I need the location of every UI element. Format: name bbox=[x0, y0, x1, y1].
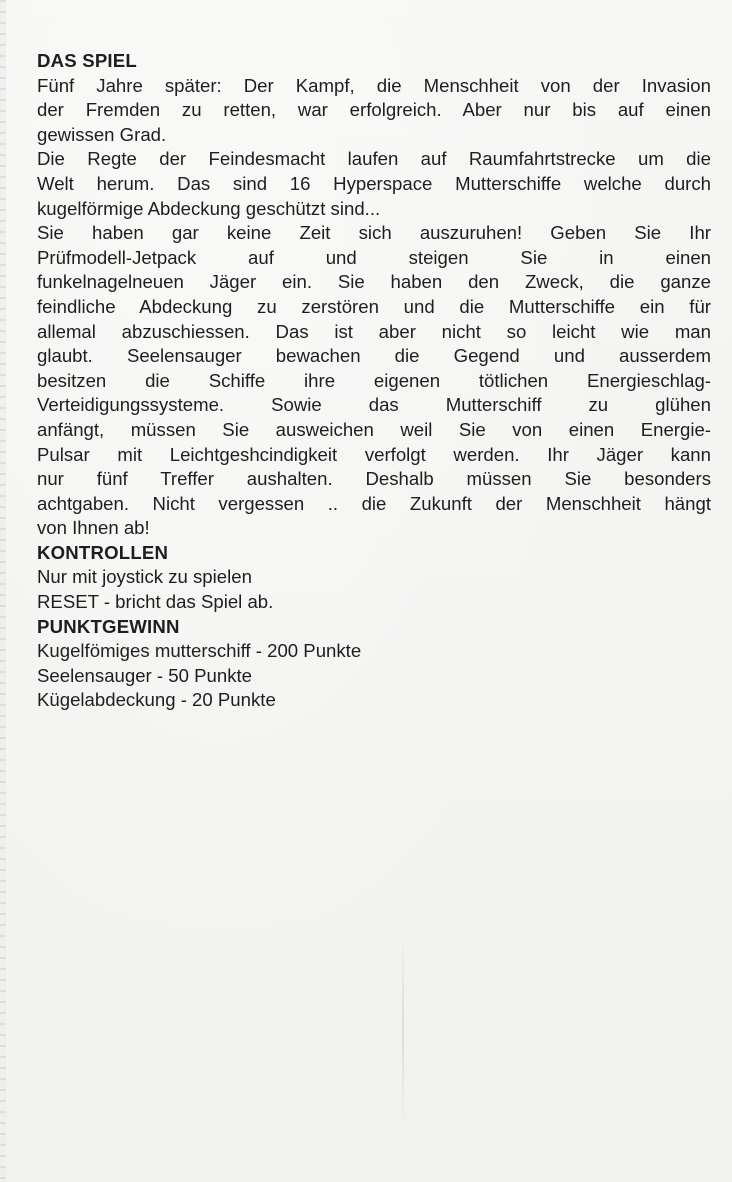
text-line: besitzen die Schiffe ihre eigenen tötlichen Energieschlag- bbox=[37, 369, 711, 391]
text-line: achtgaben. Nicht vergessen .. die Zukunft der Menschheit hängt bbox=[37, 492, 711, 514]
page-edge bbox=[0, 0, 6, 1182]
text-line: gewissen Grad. bbox=[37, 123, 167, 145]
section-heading-spiel: DAS SPIEL bbox=[37, 50, 137, 71]
text-line: von Ihnen ab! bbox=[37, 517, 150, 539]
text-line: allemal abzuschiessen. Das ist aber nicht so leicht wie man bbox=[37, 320, 711, 342]
manual-text bbox=[37, 49, 711, 713]
text-line: feindliche Abdeckung zu zerstören und die Mutterschiffe ein für bbox=[37, 295, 711, 317]
text-line: RESET - bricht das Spiel ab. bbox=[37, 591, 274, 613]
score-line: Seelensauger - 50 Punkte bbox=[37, 664, 253, 686]
text-line: glaubt. Seelensauger bewachen die Gegend und ausserdem bbox=[37, 345, 711, 367]
text-line: funkelnagelneuen Jäger ein. Sie haben den Zweck, die ganze bbox=[37, 271, 711, 293]
text-line: Sie haben gar keine Zeit sich auszuruhen! Geben Sie Ihr bbox=[37, 222, 711, 244]
text-line: Nur mit joystick zu spielen bbox=[37, 566, 252, 588]
paper-crease bbox=[402, 930, 404, 1130]
text-line: kugelförmige Abdeckung geschützt sind... bbox=[37, 197, 381, 219]
text-line: Fünf Jahre später: Der Kampf, die Menschheit von der Invasion bbox=[37, 74, 711, 96]
text-line: der Fremden zu retten, war erfolgreich. Aber nur bis auf einen bbox=[37, 99, 711, 121]
score-line: Kugelfömiges mutterschiff - 200 Punkte bbox=[37, 640, 362, 662]
text-line: Verteidigungssysteme. Sowie das Mutterschiff zu glühen bbox=[37, 394, 711, 416]
text-line: Die Regte der Feindesmacht laufen auf Raumfahrtstrecke um die bbox=[37, 148, 711, 170]
section-heading-punktgewinn: PUNKTGEWINN bbox=[37, 615, 180, 637]
text-line: Welt herum. Das sind 16 Hyperspace Mutterschiffe welche durch bbox=[37, 172, 711, 194]
text-line: Pulsar mit Leichtgeshcindigkeit verfolgt werden. Ihr Jäger kann bbox=[37, 443, 711, 465]
text-line: anfängt, müssen Sie ausweichen weil Sie von einen Energie- bbox=[37, 418, 711, 440]
score-line: Kügelabdeckung - 20 Punkte bbox=[37, 689, 276, 711]
text-line: Prüfmodell-Jetpack auf und steigen Sie in einen bbox=[37, 246, 711, 268]
section-heading-kontrollen: KONTROLLEN bbox=[37, 541, 169, 563]
text-line: nur fünf Treffer aushalten. Deshalb müssen Sie besonders bbox=[37, 468, 711, 490]
